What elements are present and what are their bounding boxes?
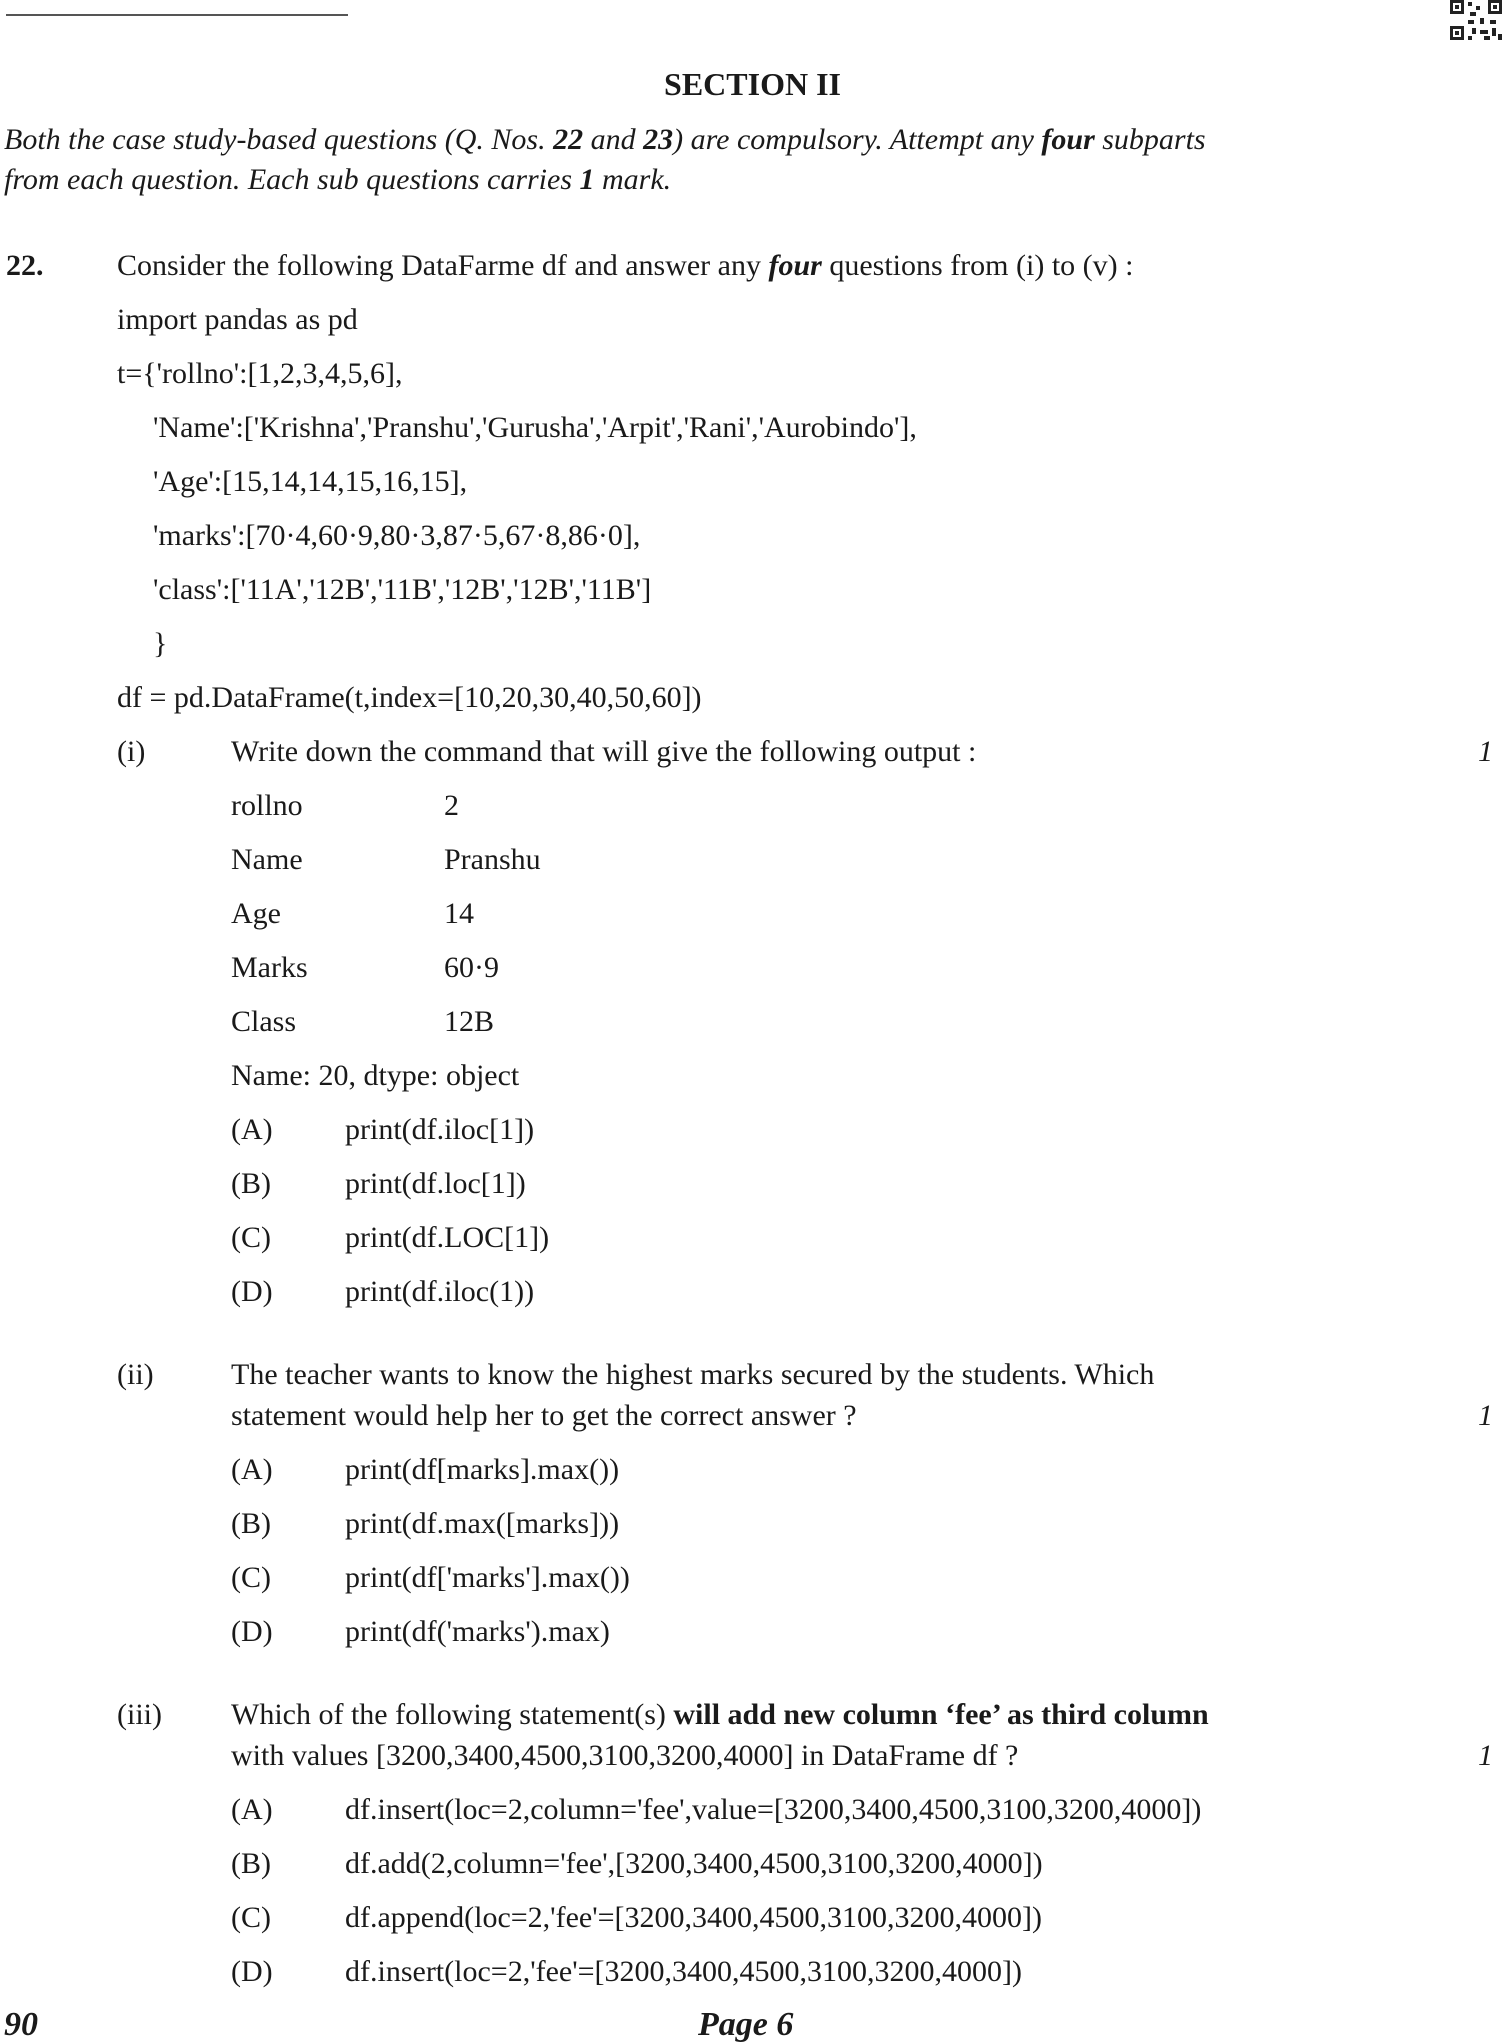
option-label: (A)	[231, 1453, 273, 1486]
code-line: 'class':['11A','12B','11B','12B','12B','11B']	[153, 573, 652, 606]
output-key: Name	[231, 843, 303, 876]
output-value: Pranshu	[444, 843, 541, 876]
option-label: (D)	[231, 1275, 273, 1308]
marks-label: 1	[1478, 735, 1493, 768]
option-text: print(df.iloc[1])	[345, 1113, 535, 1146]
option-label: (B)	[231, 1507, 271, 1540]
output-value: 60·9	[444, 951, 499, 984]
marks-label: 1	[1478, 1739, 1493, 1772]
question-intro: Consider the following DataFarme df and answer any four questions from (i) to (v) :	[117, 249, 1134, 282]
subquestion-text: The teacher wants to know the highest marks secured by the students. Which	[231, 1358, 1155, 1391]
subquestion-text: with values [3200,3400,4500,3100,3200,4000] in DataFrame df ?	[231, 1739, 1019, 1772]
output-value: 12B	[444, 1005, 495, 1038]
code-line: df = pd.DataFrame(t,index=[10,20,30,40,50,60])	[117, 681, 702, 714]
paper-code: 90	[4, 2006, 38, 2043]
option-label: (C)	[231, 1221, 271, 1254]
output-key: rollno	[231, 789, 303, 822]
option-text: df.add(2,column='fee',[3200,3400,4500,3100,3200,4000])	[345, 1847, 1043, 1880]
code-line: import pandas as pd	[117, 303, 358, 336]
instructions-line-1: Both the case study-based questions (Q. Nos. 22 and 23) are compulsory. Attempt any four subparts	[4, 123, 1206, 156]
code-line: 'Age':[15,14,14,15,16,15],	[153, 465, 468, 498]
subquestion-label: (i)	[117, 735, 146, 768]
option-label: (D)	[231, 1615, 273, 1648]
instructions-line-2: from each question. Each sub questions carries 1 mark.	[4, 163, 672, 196]
code-line: 'marks':[70·4,60·9,80·3,87·5,67·8,86·0],	[153, 519, 641, 552]
option-text: print(df.max([marks]))	[345, 1507, 620, 1540]
top-rule	[6, 14, 348, 16]
output-footer: Name: 20, dtype: object	[231, 1059, 520, 1092]
page-number: Page 6	[698, 2006, 794, 2043]
output-key: Class	[231, 1005, 297, 1038]
subquestion-text: Write down the command that will give the following output :	[231, 735, 977, 768]
option-text: df.append(loc=2,'fee'=[3200,3400,4500,3100,3200,4000])	[345, 1901, 1043, 1934]
subquestion-text: Which of the following statement(s) will add new column ‘fee’ as third column	[231, 1698, 1209, 1731]
option-text: df.insert(loc=2,'fee'=[3200,3400,4500,3100,3200,4000])	[345, 1955, 1023, 1988]
subquestion-label: (ii)	[117, 1358, 154, 1391]
output-key: Marks	[231, 951, 308, 984]
section-title: SECTION II	[664, 66, 841, 102]
option-text: df.insert(loc=2,column='fee',value=[3200,3400,4500,3100,3200,4000])	[345, 1793, 1202, 1826]
option-text: print(df['marks'].max())	[345, 1561, 630, 1594]
code-line: }	[153, 627, 168, 660]
option-text: print(df[marks].max())	[345, 1453, 620, 1486]
option-label: (A)	[231, 1793, 273, 1826]
option-label: (B)	[231, 1847, 271, 1880]
option-label: (A)	[231, 1113, 273, 1146]
code-line: 'Name':['Krishna','Pranshu','Gurusha','Arpit','Rani','Aurobindo'],	[153, 411, 917, 444]
option-text: print(df.LOC[1])	[345, 1221, 550, 1254]
option-text: print(df('marks').max)	[345, 1615, 610, 1648]
option-label: (D)	[231, 1955, 273, 1988]
option-text: print(df.iloc(1))	[345, 1275, 535, 1308]
option-label: (C)	[231, 1561, 271, 1594]
code-line: t={'rollno':[1,2,3,4,5,6],	[117, 357, 403, 390]
subquestion-text: statement would help her to get the correct answer ?	[231, 1399, 857, 1432]
output-value: 2	[444, 789, 459, 822]
marks-label: 1	[1478, 1399, 1493, 1432]
question-number: 22.	[6, 249, 44, 282]
option-label: (B)	[231, 1167, 271, 1200]
output-key: Age	[231, 897, 281, 930]
option-label: (C)	[231, 1901, 271, 1934]
subquestion-label: (iii)	[117, 1698, 162, 1731]
qr-code-icon	[1450, 0, 1502, 40]
option-text: print(df.loc[1])	[345, 1167, 526, 1200]
output-value: 14	[444, 897, 474, 930]
